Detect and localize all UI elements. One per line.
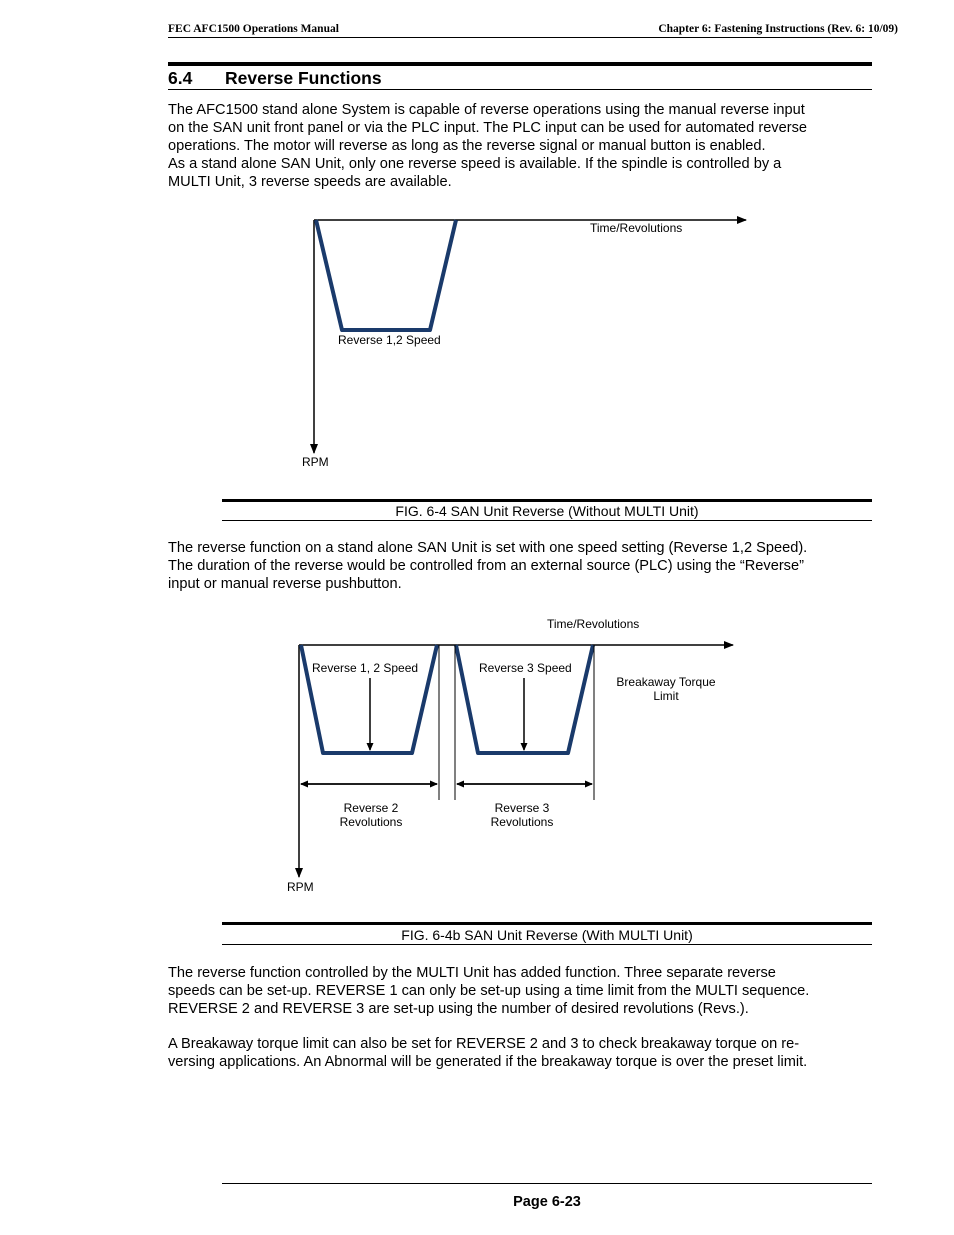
section-underline (168, 89, 872, 90)
time-axis-label: Time/Revolutions (547, 617, 640, 631)
figure-6-4b-diagram (0, 610, 954, 900)
reverse-profile-line (316, 220, 456, 330)
footer-rule (222, 1183, 872, 1184)
reverse-speed-label: Reverse 1,2 Speed (338, 333, 441, 347)
reverse-3-label-line2: Revolutions (490, 815, 554, 829)
rpm-axis-label: RPM (287, 880, 314, 894)
rpm-axis-label: RPM (302, 455, 329, 469)
reverse-2-label-line2: Revolutions (339, 815, 403, 829)
figure-6-4b-caption: FIG. 6-4b SAN Unit Reverse (With MULTI Unit) (401, 927, 693, 943)
breakaway-label-line2: Limit (653, 689, 679, 703)
intro-line: on the SAN unit front panel or via the PLC input. The PLC input can be used for automated reverse (168, 120, 807, 136)
figure-caption-rule (222, 499, 872, 502)
section-rule (168, 62, 872, 66)
section-title: Reverse Functions (225, 68, 382, 88)
figure-caption-rule (222, 520, 872, 521)
section-heading (168, 68, 382, 89)
reverse-1-2-speed-label: Reverse 1, 2 Speed (312, 661, 419, 675)
section-number: 6.4 (168, 68, 193, 88)
intro-line: The AFC1500 stand alone System is capable of reverse operations using the manual reverse input (168, 102, 805, 118)
figure-caption-rule (222, 922, 872, 925)
breakaway-label-line1: Breakaway Torque (616, 675, 716, 689)
intro-paragraph (168, 101, 872, 191)
para2-line: The duration of the reverse would be controlled from an external source (PLC) using the “Reverse” (168, 558, 804, 574)
para2-line: The reverse function on a stand alone SAN Unit is set with one speed setting (Reverse 1,2 Speed). (168, 540, 808, 556)
para4-line: A Breakaway torque limit can also be set for REVERSE 2 and 3 to check breakaway torque on re- (168, 1036, 800, 1052)
para3-line: The reverse function controlled by the MULTI Unit has added function. Three separate reverse (168, 965, 776, 981)
para2-line: input or manual reverse pushbutton. (168, 576, 402, 592)
header-rule (168, 37, 872, 38)
intro-line: operations. The motor will reverse as long as the reverse signal or manual button is enabled. (168, 138, 766, 154)
intro-line: MULTI Unit, 3 reverse speeds are available. (168, 174, 452, 190)
para3-line: speeds can be set-up. REVERSE 1 can only be set-up using a time limit from the MULTI sequence. (168, 983, 810, 999)
figure-6-4-caption: FIG. 6-4 SAN Unit Reverse (Without MULTI Unit) (395, 503, 699, 519)
figure-caption-rule (222, 944, 872, 945)
reverse-3-label-line1: Reverse 3 (494, 801, 550, 815)
para3-line: REVERSE 2 and REVERSE 3 are set-up using the number of desired revolutions (Revs.). (168, 1001, 749, 1017)
manual-title: FEC AFC1500 Operations Manual (168, 23, 339, 35)
paragraph-3 (168, 964, 872, 1018)
figure-6-4-diagram (0, 200, 954, 490)
intro-line: As a stand alone SAN Unit, only one reverse speed is available. If the spindle is controlled by a (168, 156, 782, 172)
paragraph-4 (168, 1035, 872, 1071)
time-axis-label: Time/Revolutions (590, 221, 683, 235)
reverse-3-speed-label: Reverse 3 Speed (479, 661, 572, 675)
paragraph-2 (168, 539, 872, 593)
page-number: Page 6-23 (513, 1194, 581, 1210)
para4-line: versing applications. An Abnormal will be generated if the breakaway torque is over the preset limit. (168, 1054, 808, 1070)
chapter-title: Chapter 6: Fastening Instructions (Rev. 6: 10/09) (658, 23, 898, 35)
reverse-2-label-line1: Reverse 2 (343, 801, 399, 815)
